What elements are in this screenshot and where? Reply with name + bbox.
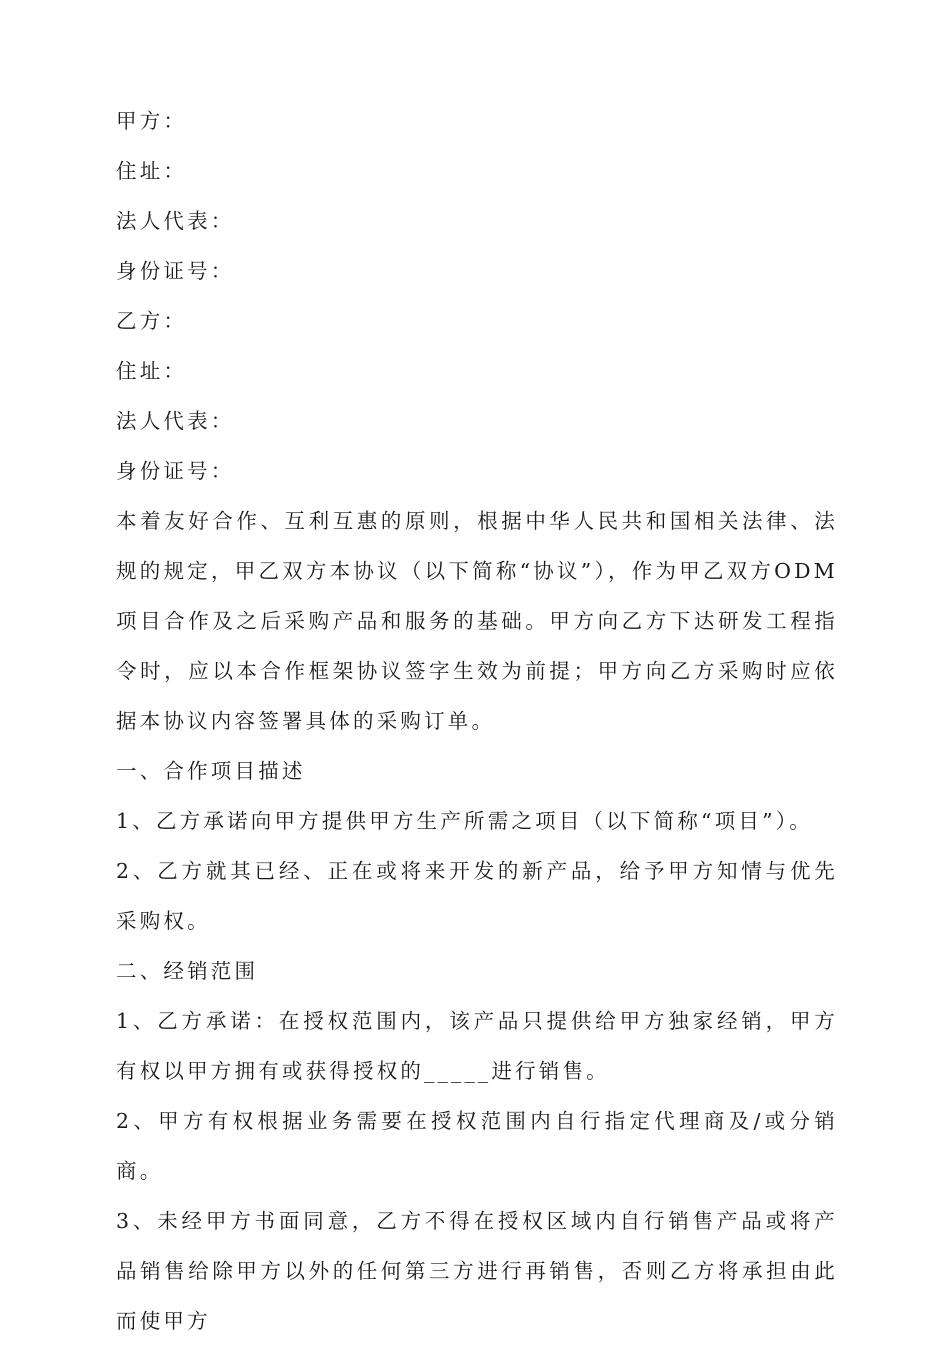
party-b-address: 住址： — [116, 359, 188, 383]
section-2-item-1: 1、乙方承诺：在授权范围内，该产品只提供给甲方独家经销，甲方有权以甲方拥有或获得授权的_____进行销售。 — [116, 1009, 838, 1083]
party-a-id-number: 身份证号： — [116, 259, 235, 283]
party-b-id-number: 身份证号： — [116, 459, 235, 483]
party-b-label: 乙方： — [116, 309, 188, 333]
party-a-label: 甲方： — [116, 109, 188, 133]
section-1-item-2: 2、乙方就其已经、正在或将来开发的新产品，给予甲方知情与优先采购权。 — [116, 859, 838, 933]
party-b-legal-rep: 法人代表： — [116, 409, 235, 433]
section-2-heading: 二、经销范围 — [116, 959, 259, 983]
contract-body — [116, 96, 838, 1346]
section-2-item-3: 3、未经甲方书面同意，乙方不得在授权区域内自行销售产品或将产品销售给除甲方以外的任何第三方进行再销售，否则乙方将承担由此而使甲方 — [116, 1209, 838, 1333]
preamble-paragraph: 本着友好合作、互利互惠的原则，根据中华人民共和国相关法律、法规的规定，甲乙双方本协议（以下简称“协议”），作为甲乙双方ODM项目合作及之后采购产品和服务的基础。甲方向乙方下达研发工程指令时，应以本合作框架协议签字生效为前提；甲方向乙方采购时应依据本协议内容签署具体的采购订单。 — [116, 509, 838, 733]
party-a-legal-rep: 法人代表： — [116, 209, 235, 233]
section-1-item-1: 1、乙方承诺向甲方提供甲方生产所需之项目（以下简称“项目”）。 — [116, 809, 813, 833]
section-1-heading: 一、合作项目描述 — [116, 759, 306, 783]
section-2-item-2: 2、甲方有权根据业务需要在授权范围内自行指定代理商及/或分销商。 — [116, 1109, 838, 1183]
party-a-address: 住址： — [116, 159, 188, 183]
